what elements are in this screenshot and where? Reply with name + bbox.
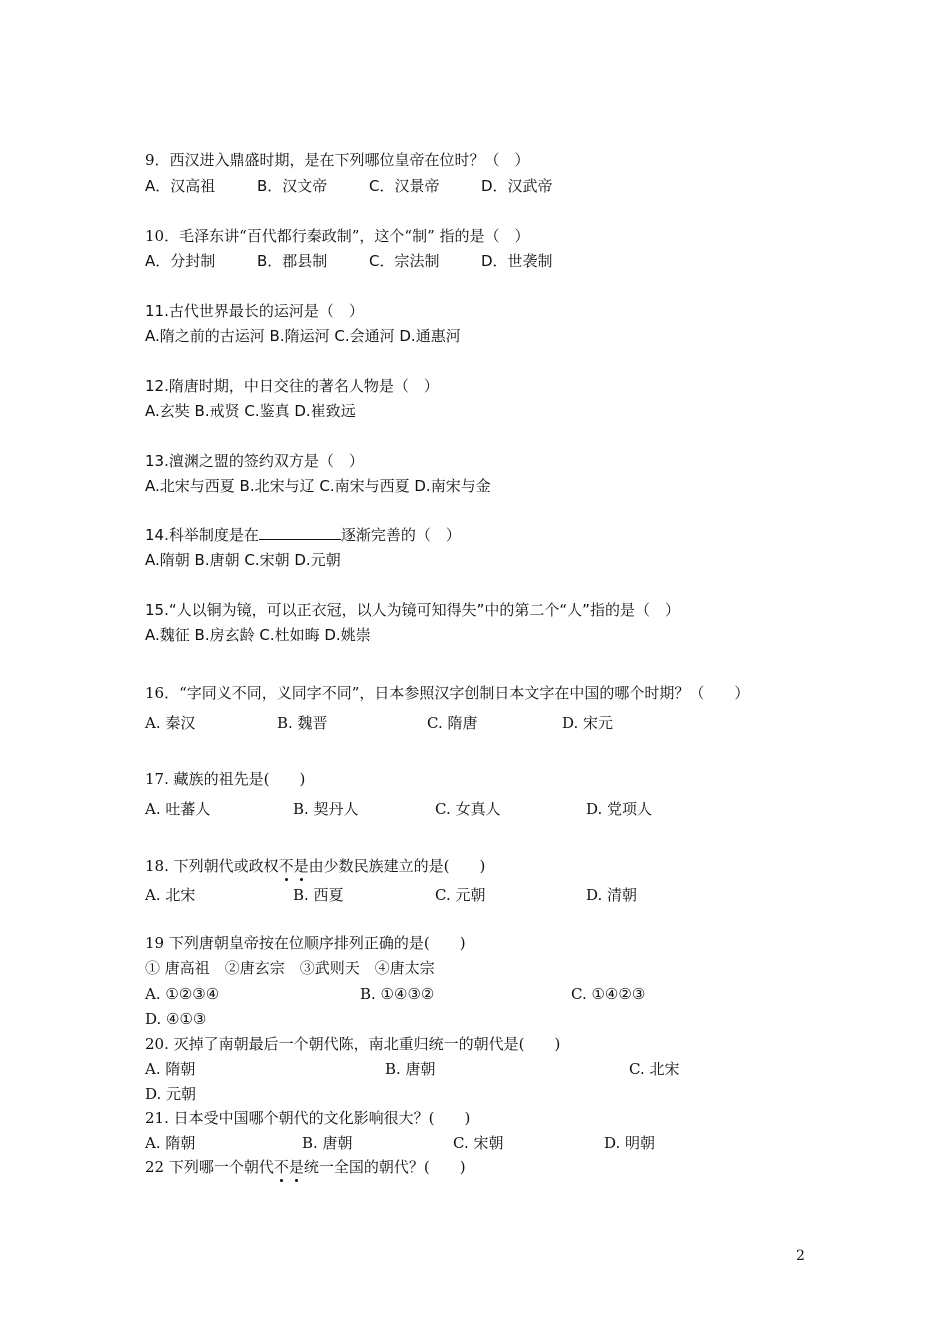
q21-option-a: A. 隋朝	[145, 1134, 196, 1152]
emphasis-char: 是	[293, 857, 309, 875]
q14-stem-suffix: 逐渐完善的（ ）	[340, 526, 461, 544]
q11-stem: 11.古代世界最长的运河是（ ）	[145, 302, 364, 320]
q21-option-d: D. 明朝	[604, 1134, 656, 1152]
q9-stem: 9．西汉进入鼎盛时期，是在下列哪位皇帝在位时？（ ）	[145, 151, 530, 169]
q16-option-d: D. 宋元	[562, 714, 614, 732]
q19-option-d: D. ④①③	[145, 1010, 207, 1028]
q18-stem-suffix: 由少数民族建立的是( )	[308, 857, 486, 875]
q20-option-b: B. 唐朝	[385, 1060, 436, 1078]
q20-option-c: C. 北宋	[629, 1060, 680, 1078]
q17-option-d: D. 党项人	[586, 800, 653, 818]
q12-options: A.玄奘 B.戒贤 C.鉴真 D.崔致远	[145, 402, 356, 420]
q19-items: ① 唐高祖 ②唐玄宗 ③武则天 ④唐太宗	[145, 959, 435, 977]
q15-stem: 15.“人以铜为镜，可以正衣冠，以人为镜可知得失”中的第二个“人”指的是（ ）	[145, 601, 680, 619]
q18-option-c: C. 元朝	[435, 886, 486, 904]
q22-stem-prefix: 22 下列哪一个朝代	[145, 1158, 274, 1176]
q17-stem: 17. 藏族的祖先是( )	[145, 770, 306, 788]
fill-in-blank	[259, 525, 341, 540]
q14-stem-prefix: 14.科举制度是在	[145, 526, 259, 544]
q20-option-a: A. 隋朝	[145, 1060, 196, 1078]
q19-stem: 19 下列唐朝皇帝按在位顺序排列正确的是( )	[145, 934, 466, 952]
q14-options: A.隋朝 B.唐朝 C.宋朝 D.元朝	[145, 551, 341, 569]
q10-option-a: A．分封制	[145, 252, 216, 270]
q10-option-b: B．郡县制	[257, 252, 328, 270]
page-number: 2	[796, 1248, 805, 1264]
q13-stem: 13.澶渊之盟的签约双方是（ ）	[145, 452, 364, 470]
q15-options: A.魏征 B.房玄龄 C.杜如晦 D.姚崇	[145, 626, 371, 644]
emphasis-char: 是	[288, 1158, 304, 1176]
q16-option-b: B. 魏晋	[277, 714, 328, 732]
q14-stem	[145, 525, 461, 545]
q19-option-a: A. ①②③④	[145, 985, 220, 1003]
q10-option-d: D．世袭制	[481, 252, 553, 270]
q19-option-c: C. ①④②③	[571, 985, 646, 1003]
q21-stem: 21. 日本受中国哪个朝代的文化影响很大？( )	[145, 1109, 471, 1127]
q11-options: A.隋之前的古运河 B.隋运河 C.会通河 D.通惠河	[145, 327, 461, 345]
q18-stem	[145, 856, 485, 876]
q17-option-c: C. 女真人	[435, 800, 501, 818]
q22-stem	[145, 1157, 466, 1177]
q10-stem: 10．毛泽东讲“百代都行秦政制”，这个“制” 指的是（ ）	[145, 227, 530, 245]
q9-option-c: C．汉景帝	[369, 177, 440, 195]
q18-option-a: A. 北宋	[145, 886, 196, 904]
q18-option-b: B. 西夏	[293, 886, 344, 904]
q20-stem: 20. 灭掉了南朝最后一个朝代陈，南北重归统一的朝代是( )	[145, 1035, 561, 1053]
q16-option-c: C. 隋唐	[427, 714, 478, 732]
q17-option-a: A. 吐蕃人	[145, 800, 211, 818]
q18-option-d: D. 清朝	[586, 886, 638, 904]
emphasis-char: 不	[273, 1158, 289, 1176]
q12-stem: 12.隋唐时期，中日交往的著名人物是（ ）	[145, 377, 439, 395]
q19-option-b: B. ①④③②	[360, 985, 435, 1003]
q16-option-a: A. 秦汉	[145, 714, 196, 732]
q21-option-c: C. 宋朝	[453, 1134, 504, 1152]
q21-option-b: B. 唐朝	[302, 1134, 353, 1152]
emphasis-char: 不	[278, 857, 294, 875]
q22-stem-suffix: 统一全国的朝代？( )	[303, 1158, 466, 1176]
q18-stem-prefix: 18. 下列朝代或政权	[145, 857, 279, 875]
q20-option-d: D. 元朝	[145, 1085, 197, 1103]
q9-option-b: B．汉文帝	[257, 177, 328, 195]
q9-option-a: A．汉高祖	[145, 177, 216, 195]
q17-option-b: B. 契丹人	[293, 800, 359, 818]
q13-options: A.北宋与西夏 B.北宋与辽 C.南宋与西夏 D.南宋与金	[145, 477, 491, 495]
q9-option-d: D．汉武帝	[481, 177, 553, 195]
q10-option-c: C．宗法制	[369, 252, 440, 270]
q16-stem: 16．“字同义不同，义同字不同”，日本参照汉字创制日本文字在中国的哪个时期？（ ）	[145, 684, 750, 702]
